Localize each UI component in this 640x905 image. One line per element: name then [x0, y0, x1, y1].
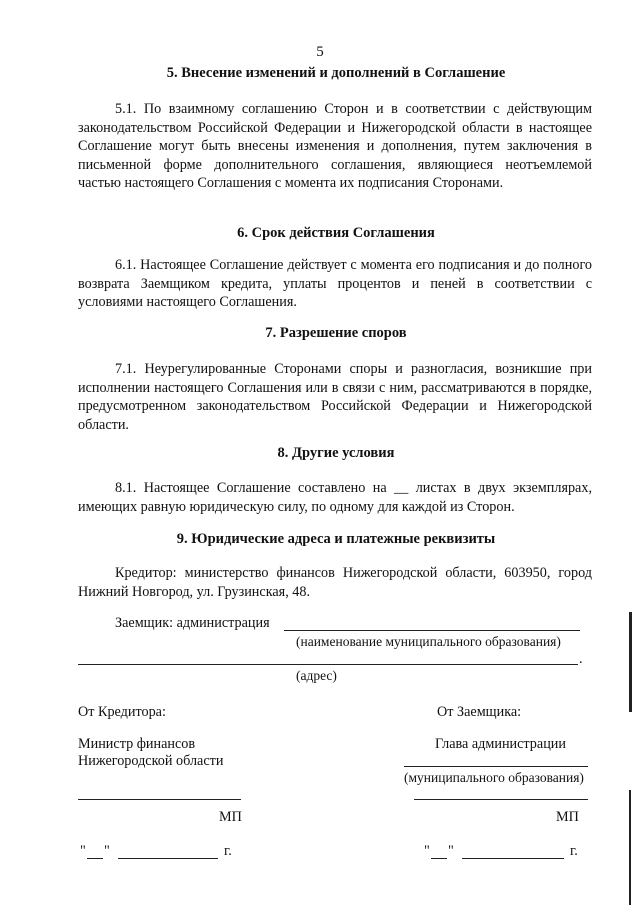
section-7-text	[78, 360, 592, 434]
section-6-paragraph: 6.1. Настоящее Соглашение действует с момента его подписания и до полного возврата Заемщиком кредита, уплаты процентов и пеней в соответствии с условиями настоящего Соглашения.	[78, 257, 592, 310]
creditor-position-line1: Министр финансов	[78, 736, 196, 752]
section-7-paragraph: 7.1. Неурегулированные Сторонами споры и разногласия, возникшие при исполнении настоящего Соглашения или в связи с ним, рассматриваются в порядке, предусмотренном законодательством Российской Федерации и Нижегородской области.	[78, 361, 592, 433]
section-8-heading: 8. Другие условия	[277, 445, 395, 461]
borrower-year-suffix: г.	[570, 843, 578, 859]
scan-edge-mark	[629, 612, 632, 712]
section-5-text	[78, 100, 592, 193]
section-9-text	[78, 564, 592, 601]
borrower-from-label: От Заемщика:	[437, 704, 522, 720]
borrower-date-month-line	[462, 858, 564, 859]
borrower-date-open-quote: "	[424, 843, 430, 859]
borrower-stamp: МП	[556, 809, 579, 825]
borrower-date-close-quote: "	[448, 843, 454, 859]
section-5-paragraph: 5.1. По взаимному соглашению Сторон и в соответствии с действующим законодательством Российской Федерации и Нижегородской области в настоящее Соглашение могут быть внесены изменения и дополнения, путем заключения в письменной форме дополнительного соглашения, являющиеся неотъемлемой частью настоящего Соглашения с момента их подписания Сторонами.	[78, 101, 592, 191]
borrower-position-line	[404, 766, 588, 767]
borrower-position-line1: Глава администрации	[435, 736, 566, 752]
creditor-position-line2: Нижегородской области	[78, 753, 224, 769]
borrower-address-line	[78, 664, 578, 665]
section-6-heading: 6. Срок действия Соглашения	[237, 225, 435, 241]
borrower-address-caption: (адрес)	[296, 668, 337, 683]
creditor-date-day-line	[87, 858, 103, 859]
borrower-position-caption: (муниципального образования)	[404, 770, 584, 785]
creditor-date-close-quote: "	[104, 843, 110, 859]
section-8-paragraph: 8.1. Настоящее Соглашение составлено на __ листах в двух экземплярах, имеющих равную юридическую силу, по одному для каждой из Сторон.	[78, 480, 592, 515]
section-6-text	[78, 256, 592, 312]
creditor-signature-line	[78, 799, 241, 800]
page-number: 5	[316, 44, 324, 60]
section-9-heading: 9. Юридические адреса и платежные реквизиты	[176, 531, 496, 547]
creditor-stamp: МП	[219, 809, 242, 825]
creditor-requisites: Кредитор: министерство финансов Нижегородской области, 603950, город Нижний Новгород, ул. Грузинская, 48.	[78, 565, 592, 600]
borrower-name-line	[284, 630, 580, 631]
section-7-heading: 7. Разрешение споров	[265, 325, 407, 341]
borrower-signature-line	[414, 799, 588, 800]
borrower-label: Заемщик: администрация	[115, 615, 270, 631]
creditor-date-open-quote: "	[80, 843, 86, 859]
creditor-date-month-line	[118, 858, 218, 859]
creditor-year-suffix: г.	[224, 843, 232, 859]
scan-edge-mark-lower	[629, 790, 631, 905]
creditor-from-label: От Кредитора:	[78, 704, 166, 720]
section-8-text	[78, 479, 592, 516]
borrower-date-day-line	[431, 858, 447, 859]
section-5-heading: 5. Внесение изменений и дополнений в Соглашение	[166, 65, 506, 81]
borrower-line-end: .	[579, 651, 583, 667]
borrower-name-caption: (наименование муниципального образования)	[296, 634, 561, 649]
